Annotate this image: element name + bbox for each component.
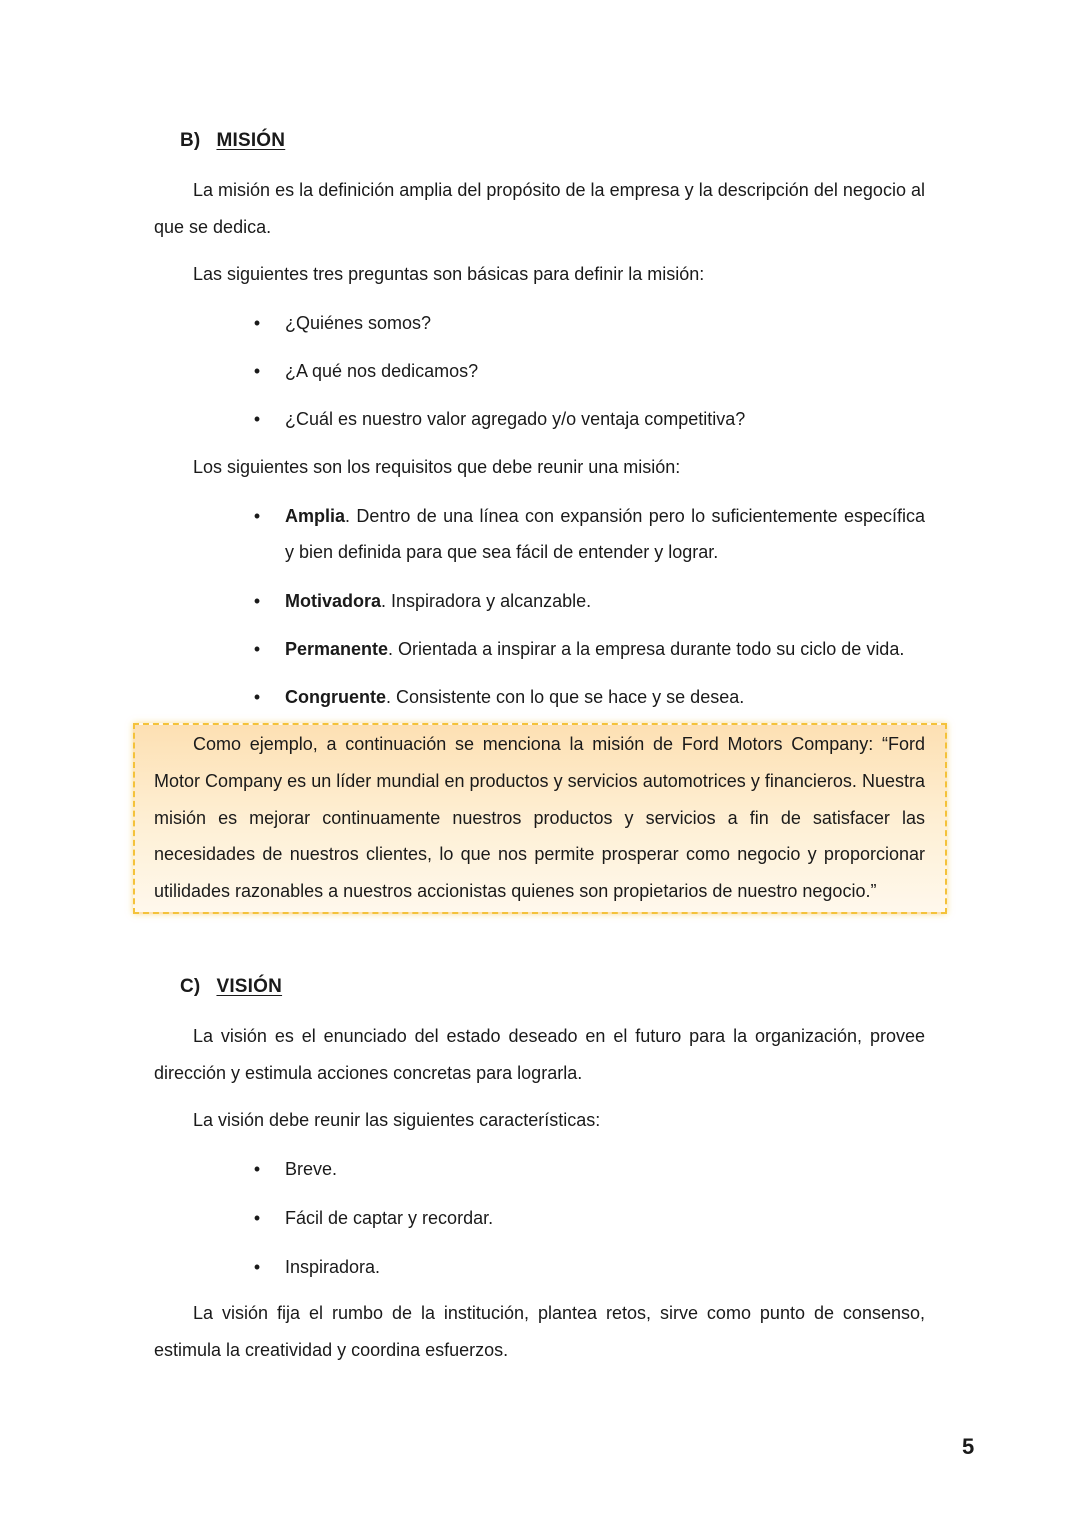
bullet-icon: • — [253, 1257, 261, 1277]
requirement-term: Motivadora — [285, 591, 382, 611]
section-letter: B) — [180, 130, 201, 151]
list-item-text — [285, 685, 744, 709]
bullet-icon: • — [253, 1159, 261, 1179]
section-title: MISIÓN — [216, 130, 286, 151]
requirement-term: Amplia — [285, 506, 346, 526]
bullet-icon: • — [253, 687, 261, 707]
requirements-intro: Los siguientes son los requisitos que debe reunir una misión: — [193, 457, 681, 477]
list-item-text: ¿Cuál es nuestro valor agregado y/o ventaja competitiva? — [285, 409, 746, 429]
section-heading-vision — [180, 976, 282, 998]
list-item-text: ¿Quiénes somos? — [285, 313, 432, 333]
vision-intro-paragraph: La visión es el enunciado del estado deseado en el futuro para la organización, provee dirección y estimula acciones concretas para lograrla. — [154, 1026, 925, 1083]
list-item-text: ¿A qué nos dedicamos? — [285, 361, 479, 381]
requirement-description: . Consistente con lo que se hace y se desea. — [386, 687, 745, 707]
requirement-term: Congruente — [285, 687, 386, 707]
questions-intro: Las siguientes tres preguntas son básicas para definir la misión: — [193, 264, 705, 284]
requirement-description: . Dentro de una línea con expansión pero lo suficientemente específica y bien definida para que sea fácil de entender y lograr. — [285, 506, 925, 562]
list-item-text — [285, 637, 904, 661]
section-heading-mision — [180, 130, 285, 152]
page-number: 5 — [962, 1434, 975, 1459]
bullet-icon: • — [253, 361, 261, 381]
requirement-term: Permanente — [285, 639, 389, 659]
list-item-text: Breve. — [285, 1159, 338, 1179]
list-item-text: Fácil de captar y recordar. — [285, 1208, 494, 1228]
bullet-icon: • — [253, 313, 261, 333]
list-item-text: Inspiradora. — [285, 1257, 381, 1277]
requirement-description: . Inspiradora y alcanzable. — [381, 591, 592, 611]
requirement-description: . Orientada a inspirar a la empresa durante todo su ciclo de vida. — [388, 639, 905, 659]
bullet-icon: • — [253, 409, 261, 429]
section-letter: C) — [180, 976, 201, 997]
vision-closing-paragraph: La visión fija el rumbo de la institución, plantea retos, sirve como punto de consenso, estimula la creatividad y coordina esfuerzos. — [154, 1303, 925, 1360]
features-intro: La visión debe reunir las siguientes características: — [193, 1110, 601, 1130]
bullet-icon: • — [253, 1208, 261, 1228]
list-item-text — [285, 589, 591, 613]
section-title: VISIÓN — [216, 976, 283, 997]
bullet-icon: • — [253, 506, 261, 526]
example-callout-text: Como ejemplo, a continuación se menciona la misión de Ford Motors Company: “Ford Motor Company es un líder mundial en productos y servicios automotrices y financieros. Nuestra misión es mejorar continuamente nuestros productos y servicios a fin de satisfacer las necesidades de nuestros clientes, lo que nos permite prosperar como negocio y proporcionar utilidades razonables a nuestros accionistas quienes son propietarios de nuestro negocio.” — [154, 734, 925, 902]
list-item-text — [285, 498, 925, 570]
bullet-icon: • — [253, 639, 261, 659]
mision-intro-paragraph: La misión es la definición amplia del propósito de la empresa y la descripción del negocio al que se dedica. — [154, 180, 925, 237]
bullet-icon: • — [253, 591, 261, 611]
